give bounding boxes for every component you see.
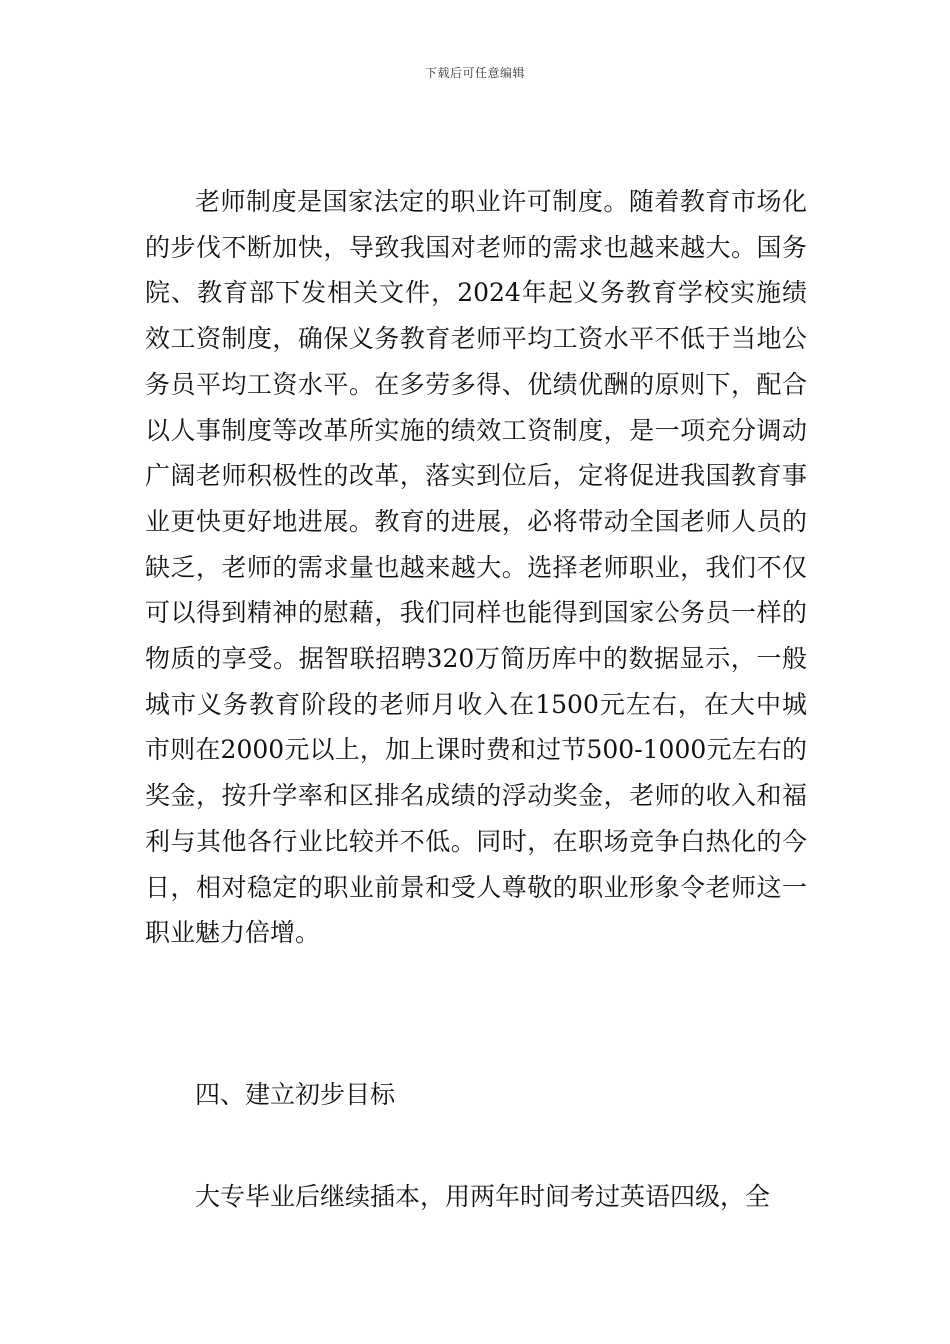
body-paragraph-next: 大专毕业后继续插本，用两年时间考过英语四级，全 xyxy=(195,1182,771,1211)
header-note: 下载后可任意编辑 xyxy=(424,66,525,80)
section-heading: 四、建立初步目标 xyxy=(195,1080,396,1109)
body-paragraph: 老师制度是国家法定的职业许可制度。随着教育市场化的步伐不断加快，导致我国对老师的需求也越来越大。国务院、教育部下发相关文件，2024年起义务教育学校实施绩效工资制度，确保义务教育老师平均工资水平不低于当地公务员平均工资水平。在多劳多得、优绩优酬的原则下，配合以人事制度等改革所实施的绩效工资制度，是一项充分调动广阔老师积极性的改革，落实到位后，定将促进我国教育事业更快更好地进展。教育的进展，必将带动全国老师人员的缺乏，老师的需求量也越来越大。选择老师职业，我们不仅可以得到精神的慰藉，我们同样也能得到国家公务员一样的物质的享受。据智联招聘320万简历库中的数据显示，一般城市义务教育阶段的老师月收入在1500元左右，在大中城市则在2000元以上，加上课时费和过节500-1000元左右的奖金，按升学率和区排名成绩的浮动奖金，老师的收入和福利与其他各行业比较并不低。同时，在职场竞争白热化的今日，相对稳定的职业前景和受人尊敬的职业形象令老师这一职业魅力倍增。 xyxy=(145,187,807,948)
